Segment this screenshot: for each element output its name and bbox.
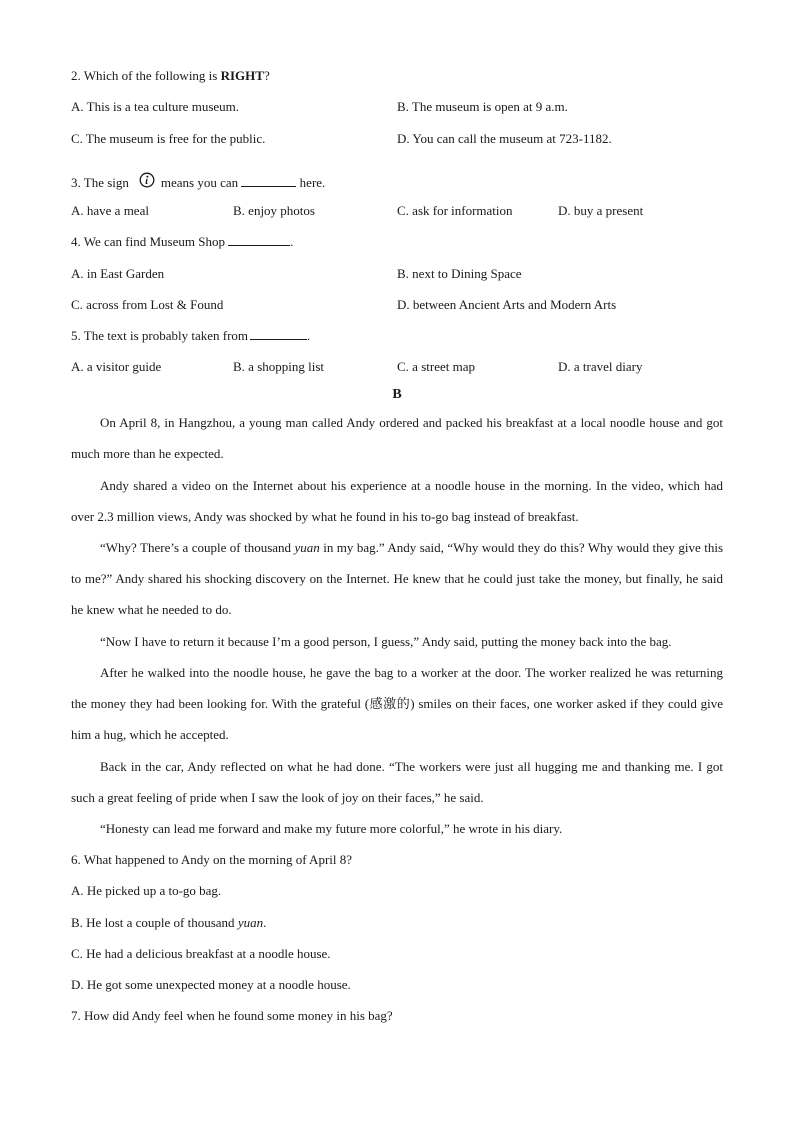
question-4-option-a[interactable]: A. in East Garden: [71, 266, 165, 281]
question-2-option-d[interactable]: D. You can call the museum at 723-1182.: [397, 131, 612, 146]
passage-paragraph-7: “Honesty can lead me forward and make my future more colorful,” he wrote in his diary.: [100, 821, 563, 836]
question-5-end: .: [307, 328, 311, 343]
question-3-text-end: here.: [299, 175, 326, 190]
question-2-option-a[interactable]: A. This is a tea culture museum.: [71, 99, 240, 114]
question-2-text: 2. Which of the following is: [71, 68, 221, 83]
question-2-option-c[interactable]: C. The museum is free for the public.: [71, 131, 266, 146]
question-2: [71, 68, 270, 84]
question-3-text: 3. The sign: [71, 175, 129, 190]
passage-paragraph-4: “Now I have to return it because I’m a good person, I guess,” Andy said, putting the money back into the bag.: [100, 634, 672, 649]
question-5-option-d[interactable]: D. a travel diary: [558, 359, 643, 374]
question-3-option-d[interactable]: D. buy a present: [558, 203, 644, 218]
question-4-end: .: [290, 234, 294, 249]
question-2-end: ?: [263, 68, 270, 83]
question-5: [71, 328, 310, 344]
answer-blank[interactable]: [241, 175, 296, 187]
question-4-text: 4. We can find Museum Shop: [71, 234, 225, 249]
answer-blank[interactable]: [228, 234, 290, 246]
question-6: 6. What happened to Andy on the morning of April 8?: [71, 852, 353, 867]
question-6-option-d[interactable]: D. He got some unexpected money at a noodle house.: [71, 977, 351, 992]
question-4: [71, 234, 293, 250]
question-3-option-a[interactable]: A. have a meal: [71, 203, 149, 218]
question-3-text-middle: means you can: [160, 175, 239, 190]
question-5-option-c[interactable]: C. a street map: [397, 359, 475, 374]
question-6-option-c[interactable]: C. He had a delicious breakfast at a noodle house.: [71, 946, 331, 961]
question-6-option-a[interactable]: A. He picked up a to-go bag.: [71, 883, 222, 898]
question-4-option-c[interactable]: C. across from Lost & Found: [71, 297, 224, 312]
question-5-option-a[interactable]: A. a visitor guide: [71, 359, 162, 374]
question-6-option-b[interactable]: B. He lost a couple of thousand yuan.: [71, 915, 267, 930]
question-3-option-c[interactable]: C. ask for information: [397, 203, 513, 218]
question-5-text: 5. The text is probably taken from: [71, 328, 249, 343]
question-7: 7. How did Andy feel when he found some money in his bag?: [71, 1008, 393, 1023]
question-4-option-b[interactable]: B. next to Dining Space: [397, 266, 522, 281]
answer-blank[interactable]: [250, 328, 307, 340]
section-heading: B: [392, 387, 402, 402]
question-4-option-d[interactable]: D. between Ancient Arts and Modern Arts: [397, 297, 617, 312]
question-2-option-b[interactable]: B. The museum is open at 9 a.m.: [397, 99, 568, 114]
passage-paragraph-3: “Why? There’s a couple of thousand yuan in my bag.” Andy said, “Why would they do this? Why would they give this to me?” Andy shared his shocking discovery on the Internet. He knew that he could just take the money, but finally, he said he knew what he needed to do.: [71, 540, 724, 617]
question-3: [71, 172, 325, 192]
passage-paragraph-5: After he walked into the noodle house, he gave the bag to a worker at the door. The worker realized he was returning the money they had been looking for. With the grateful (感激的) smiles on their faces, one worker asked if they could give him a hug, which he accepted.: [71, 665, 723, 742]
passage-paragraph-6: Back in the car, Andy reflected on what he had done. “The workers were just all hugging me and thanking me. I got such a great feeling of pride when I saw the look of joy on their faces,” he said.: [71, 759, 723, 805]
info-icon: [139, 172, 155, 192]
yuan-word: yuan: [294, 540, 320, 555]
passage-paragraph-2: Andy shared a video on the Internet about his experience at a noodle house in the morning. In the video, which had over 2.3 million views, Andy was shocked by what he found in his to-go bag instead of breakfast.: [71, 478, 723, 524]
passage-paragraph-1: On April 8, in Hangzhou, a young man called Andy ordered and packed his breakfast at a local noodle house and got much more than he expected.: [71, 415, 723, 461]
question-3-option-b[interactable]: B. enjoy photos: [233, 203, 315, 218]
question-2-emphasis: RIGHT: [220, 68, 264, 83]
question-5-option-b[interactable]: B. a shopping list: [233, 359, 325, 374]
